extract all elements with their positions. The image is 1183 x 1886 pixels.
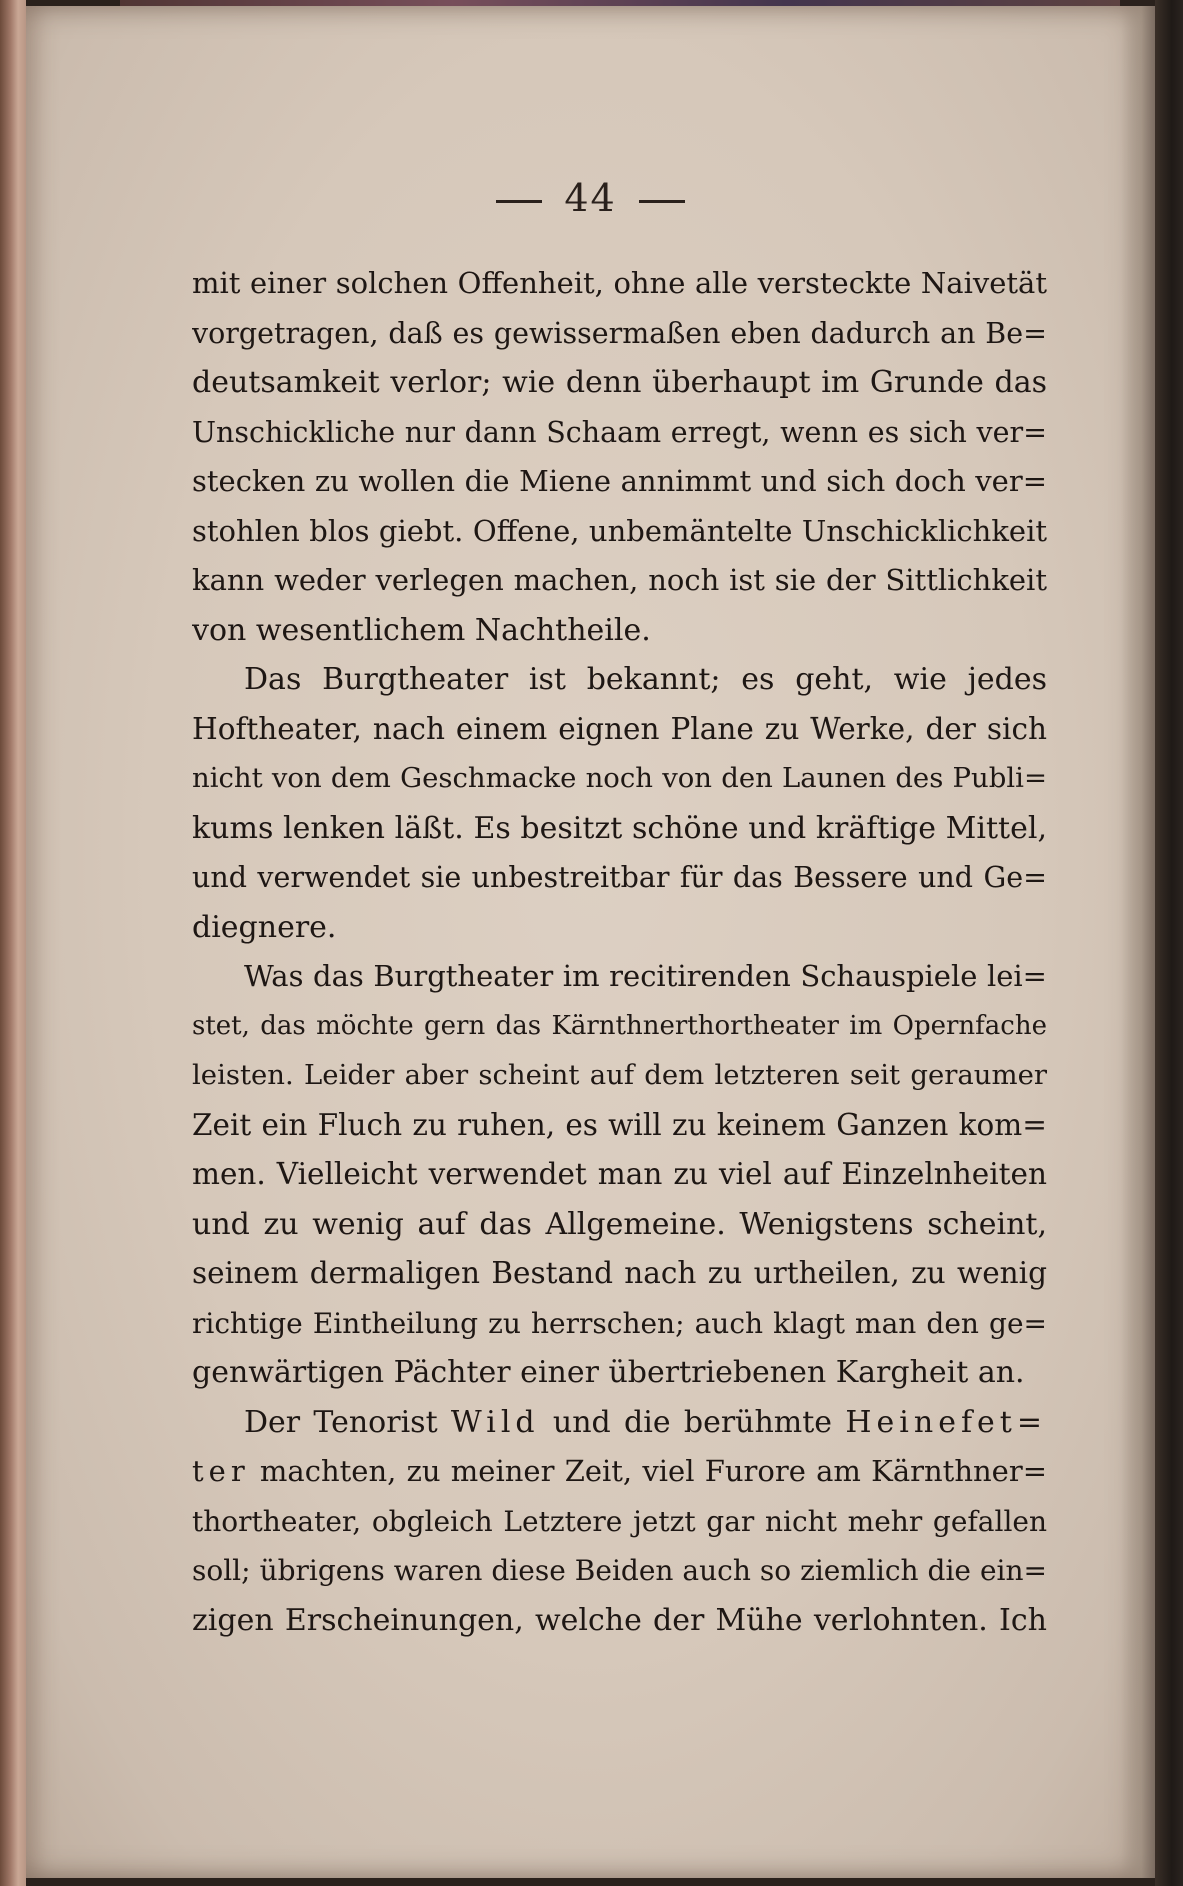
header-dash-left (496, 200, 542, 203)
text-line: stet, das möchte gern das Kärnthnerthortheater im Opernfache (192, 1010, 1047, 1041)
page-header (26, 176, 1155, 220)
text-line: Unschickliche nur dann Schaam erregt, wenn es sich ver= (192, 415, 1047, 449)
text-fragment: und die berühmte (539, 1404, 846, 1440)
text-line: stecken zu wollen die Miene annimmt und sich doch ver= (192, 464, 1047, 498)
text-line: Hoftheater, nach einem eignen Plane zu Werke, der sich (192, 711, 1047, 746)
text-line: und zu wenig auf das Allgemeine. Wenigstens scheint, (192, 1206, 1047, 1242)
text-line: genwärtigen Pächter einer übertriebenen Kargheit an. (192, 1355, 1025, 1390)
text-line: mit einer solchen Offenheit, ohne alle versteckte Naivetät (192, 266, 1047, 300)
body-text (192, 259, 1047, 1645)
text-line: deutsamkeit verlor; wie denn überhaupt im Grunde das (192, 365, 1047, 400)
text-line (192, 1447, 1047, 1497)
text-fragment: Der Tenorist (244, 1404, 451, 1440)
text-line: richtige Eintheilung zu herrschen; auch klagt man den ge= (192, 1306, 1047, 1340)
text-line: vorgetragen, daß es gewissermaßen eben dadurch an Be= (192, 316, 1047, 350)
text-line: Das Burgtheater ist bekannt; es geht, wie jedes (244, 662, 1047, 697)
book-spine-edge (0, 0, 26, 1886)
text-line: und verwendet sie unbestreitbar für das Bessere und Ge= (192, 861, 1047, 894)
text-line: seinem dermaligen Bestand nach zu urtheilen, zu wenig (192, 1256, 1047, 1290)
text-line (192, 1398, 1047, 1448)
text-line: diegnere. (192, 909, 337, 945)
text-line: kann weder verlegen machen, noch ist sie der Sittlichkeit (192, 563, 1047, 597)
book-cover-edge (1155, 0, 1183, 1886)
text-line: zigen Erscheinungen, welche der Mühe verlohnten. Ich (192, 1602, 1047, 1638)
book-page (26, 6, 1155, 1878)
text-line: von wesentlichem Nachtheile. (192, 612, 651, 648)
header-dash-right (639, 200, 685, 203)
page-number: 44 (564, 176, 617, 220)
emphasized-name: ter (192, 1454, 250, 1488)
text-line: kums lenken läßt. Es besitzt schöne und kräftige Mittel, (192, 810, 1047, 846)
text-line: thortheater, obgleich Letztere jetzt gar nicht mehr gefallen (192, 1504, 1047, 1538)
text-line: Was das Burgtheater im recitirenden Schauspiele lei= (244, 959, 1047, 993)
text-line: stohlen blos giebt. Offene, unbemäntelte Unschicklichkeit (192, 513, 1047, 548)
text-line: soll; übrigens waren diese Beiden auch so ziemlich die ein= (192, 1554, 1047, 1587)
text-fragment: machten, zu meiner Zeit, viel Furore am Kärnthner= (249, 1454, 1047, 1488)
text-line: men. Vielleicht verwendet man zu viel auf Einzelnheiten (192, 1157, 1047, 1191)
text-line: Zeit ein Fluch zu ruhen, es will zu keinem Ganzen kom= (192, 1107, 1047, 1142)
emphasized-name: Heinefet= (845, 1404, 1047, 1440)
page-fold-shadow (1121, 6, 1155, 1878)
emphasized-name: Wild (450, 1404, 540, 1440)
text-line: nicht von dem Geschmacke noch von den Launen des Publi= (192, 762, 1047, 794)
text-line: leisten. Leider aber scheint auf dem letzteren seit geraumer (192, 1059, 1047, 1091)
